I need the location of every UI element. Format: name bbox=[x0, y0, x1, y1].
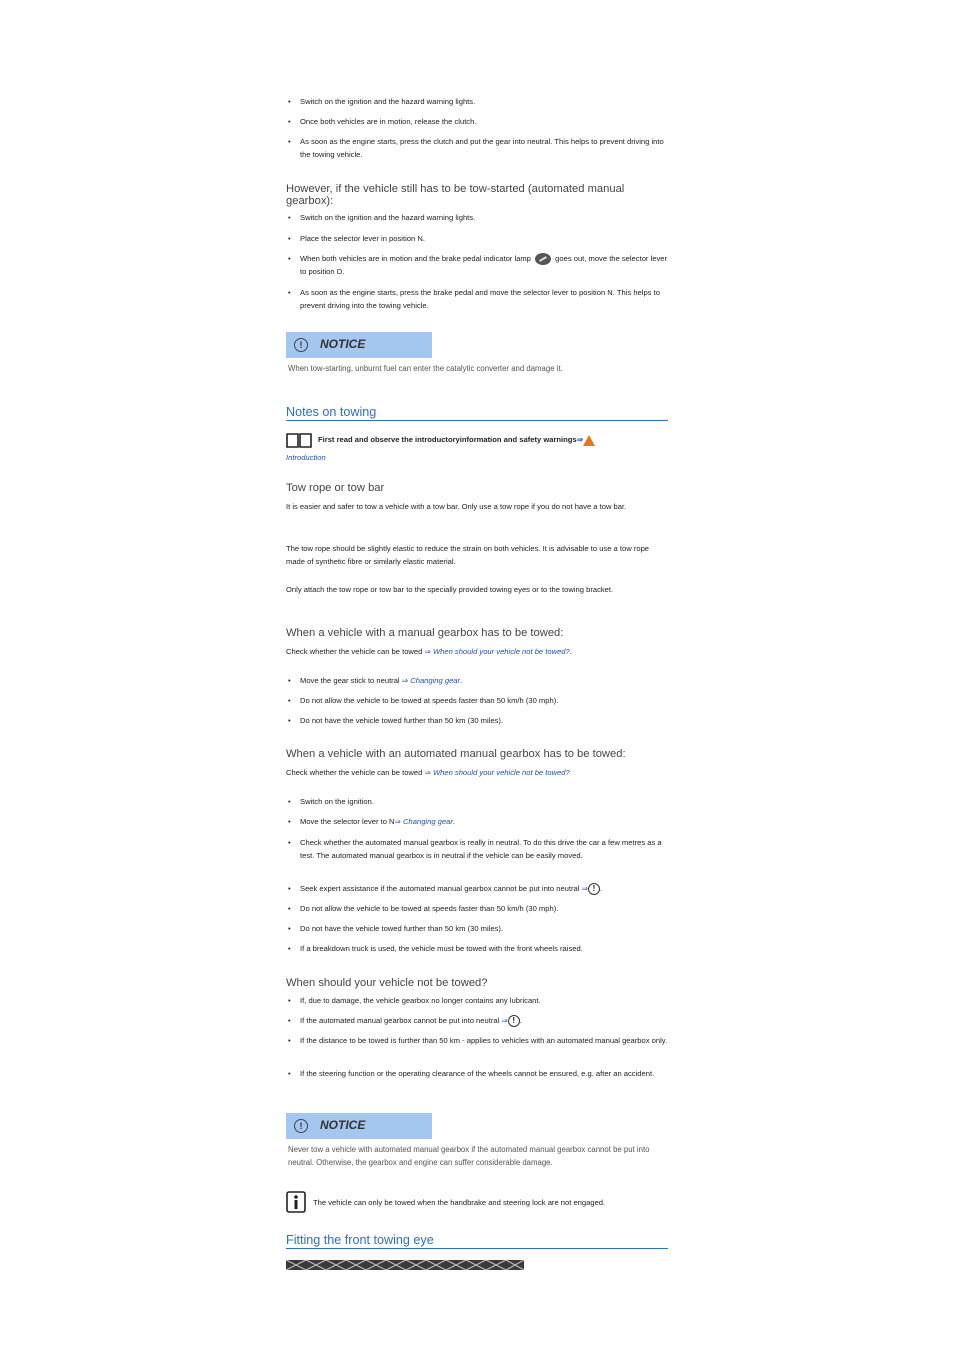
list-item: • Once both vehicles are in motion, release the clutch. bbox=[288, 117, 477, 126]
notice-text: Never tow a vehicle with automated manual gearbox if the automated manual gearbox cannot be put into neutral. Otherwise, the gearbox and engine can suffer considerable damage. bbox=[288, 1145, 650, 1167]
notice-text: When tow-starting, unburnt fuel can enter the catalytic converter and damage it. bbox=[288, 364, 563, 373]
list-item: • Do not allow the vehicle to be towed at speeds faster than 50 km/h (30 mph). bbox=[288, 904, 559, 913]
list-item: • Place the selector lever in position N. bbox=[288, 234, 425, 243]
changing-gear-link[interactable]: Changing gear bbox=[403, 817, 453, 826]
changing-gear-link[interactable]: Changing gear bbox=[410, 676, 461, 685]
not-towed-link[interactable]: When should your vehicle not be towed? bbox=[432, 647, 570, 656]
list-item: • Switch on the ignition and the hazard warning lights. bbox=[288, 213, 476, 222]
exclamation-icon[interactable]: ! bbox=[588, 883, 600, 895]
paragraph: The tow rope should be slightly elastic to reduce the strain on both vehicles. It is advisable to use a tow rope made of synthetic fibre or similarly elastic material. bbox=[286, 544, 650, 566]
check-paragraph: Check whether the vehicle can be towed ⇒ When should your vehicle not be towed? bbox=[286, 768, 570, 777]
list-item: • Switch on the ignition and the hazard warning lights. bbox=[288, 97, 476, 106]
exclamation-icon[interactable]: ! bbox=[508, 1015, 520, 1027]
intro-text: First read and observe the introductoryinformation and safety warnings⇒ bbox=[318, 433, 658, 446]
intro-link[interactable]: Introduction bbox=[286, 453, 326, 462]
tow-rope-heading: Tow rope or tow bar bbox=[286, 482, 385, 494]
list-item: • If the steering function or the operating clearance of the wheels cannot be ensured, e.g. after an accident. bbox=[288, 1069, 655, 1078]
notice-label: NOTICE bbox=[320, 1118, 366, 1132]
list-item: • If a breakdown truck is used, the vehicle must be towed with the front wheels raised. bbox=[288, 944, 583, 953]
exclamation-icon: ! bbox=[294, 1119, 308, 1133]
notice-box bbox=[286, 332, 432, 358]
not-towed-heading: When should your vehicle not be towed? bbox=[286, 977, 488, 989]
section-title: Fitting the front towing eye bbox=[286, 1234, 668, 1249]
warning-triangle-icon bbox=[583, 435, 595, 446]
list-item: • If the automated manual gearbox cannot be put into neutral ⇒ ! . bbox=[288, 1016, 522, 1025]
not-towed-link[interactable]: When should your vehicle not be towed? bbox=[432, 768, 570, 777]
paragraph: Only attach the tow rope or tow bar to the specially provided towing eyes or to the towing bracket. bbox=[286, 585, 614, 594]
notice-box bbox=[286, 1113, 432, 1139]
automated-heading: When a vehicle with an automated manual gearbox has to be towed: bbox=[286, 748, 626, 760]
list-item: • Check whether the automated manual gearbox is really in neutral. To do this drive the car a few metres as a test. The automated manual gearbox is in neutral if the vehicle can be easily moved. bbox=[288, 838, 662, 860]
manual-heading: When a vehicle with a manual gearbox has to be towed: bbox=[286, 627, 564, 639]
list-item: • Move the gear stick to neutral ⇒ Changing gear. bbox=[288, 676, 463, 685]
book-icon bbox=[286, 432, 312, 448]
list-item: • Seek expert assistance if the automated manual gearbox cannot be put into neutral ⇒ ! . bbox=[288, 884, 603, 893]
section-title: Notes on towing bbox=[286, 406, 668, 421]
info-note: The vehicle can only be towed when the handbrake and steering lock are not engaged. bbox=[313, 1198, 606, 1207]
list-item: • If the distance to be towed is further than 50 km - applies to vehicles with an automated manual gearbox only. bbox=[288, 1036, 668, 1045]
list-item: • Do not have the vehicle towed further than 50 km (30 miles). bbox=[288, 716, 504, 725]
check-paragraph: Check whether the vehicle can be towed ⇒ When should your vehicle not be towed?. bbox=[286, 647, 572, 656]
notice-label: NOTICE bbox=[320, 337, 366, 351]
info-icon bbox=[286, 1191, 306, 1213]
list-item: • Do not allow the vehicle to be towed at speeds faster than 50 km/h (30 mph). bbox=[288, 696, 559, 705]
list-item: • When both vehicles are in motion and the brake pedal indicator lamp goes out, move the selector lever to position D. bbox=[288, 254, 668, 276]
brake-indicator-lamp-icon bbox=[535, 253, 551, 265]
figure-strip bbox=[286, 1260, 524, 1270]
paragraph: It is easier and safer to tow a vehicle with a tow bar. Only use a tow rope if you do not have a tow bar. bbox=[286, 502, 627, 511]
list-item: • Move the selector lever to N⇒ Changing gear. bbox=[288, 817, 455, 826]
list-item: • Switch on the ignition. bbox=[288, 797, 374, 806]
list-item: • Do not have the vehicle towed further than 50 km (30 miles). bbox=[288, 924, 504, 933]
list-item: • If, due to damage, the vehicle gearbox no longer contains any lubricant. bbox=[288, 996, 541, 1005]
list-item: • As soon as the engine starts, press the brake pedal and move the selector lever to position N. This helps to prevent driving into the towing vehicle. bbox=[288, 288, 660, 310]
list-item: • As soon as the engine starts, press the clutch and put the gear into neutral. This helps to prevent driving into the towing vehicle. bbox=[288, 137, 664, 159]
exclamation-icon: ! bbox=[294, 338, 308, 352]
section-subheading: However, if the vehicle still has to be tow-started (automated manual gearbox): bbox=[286, 183, 625, 207]
